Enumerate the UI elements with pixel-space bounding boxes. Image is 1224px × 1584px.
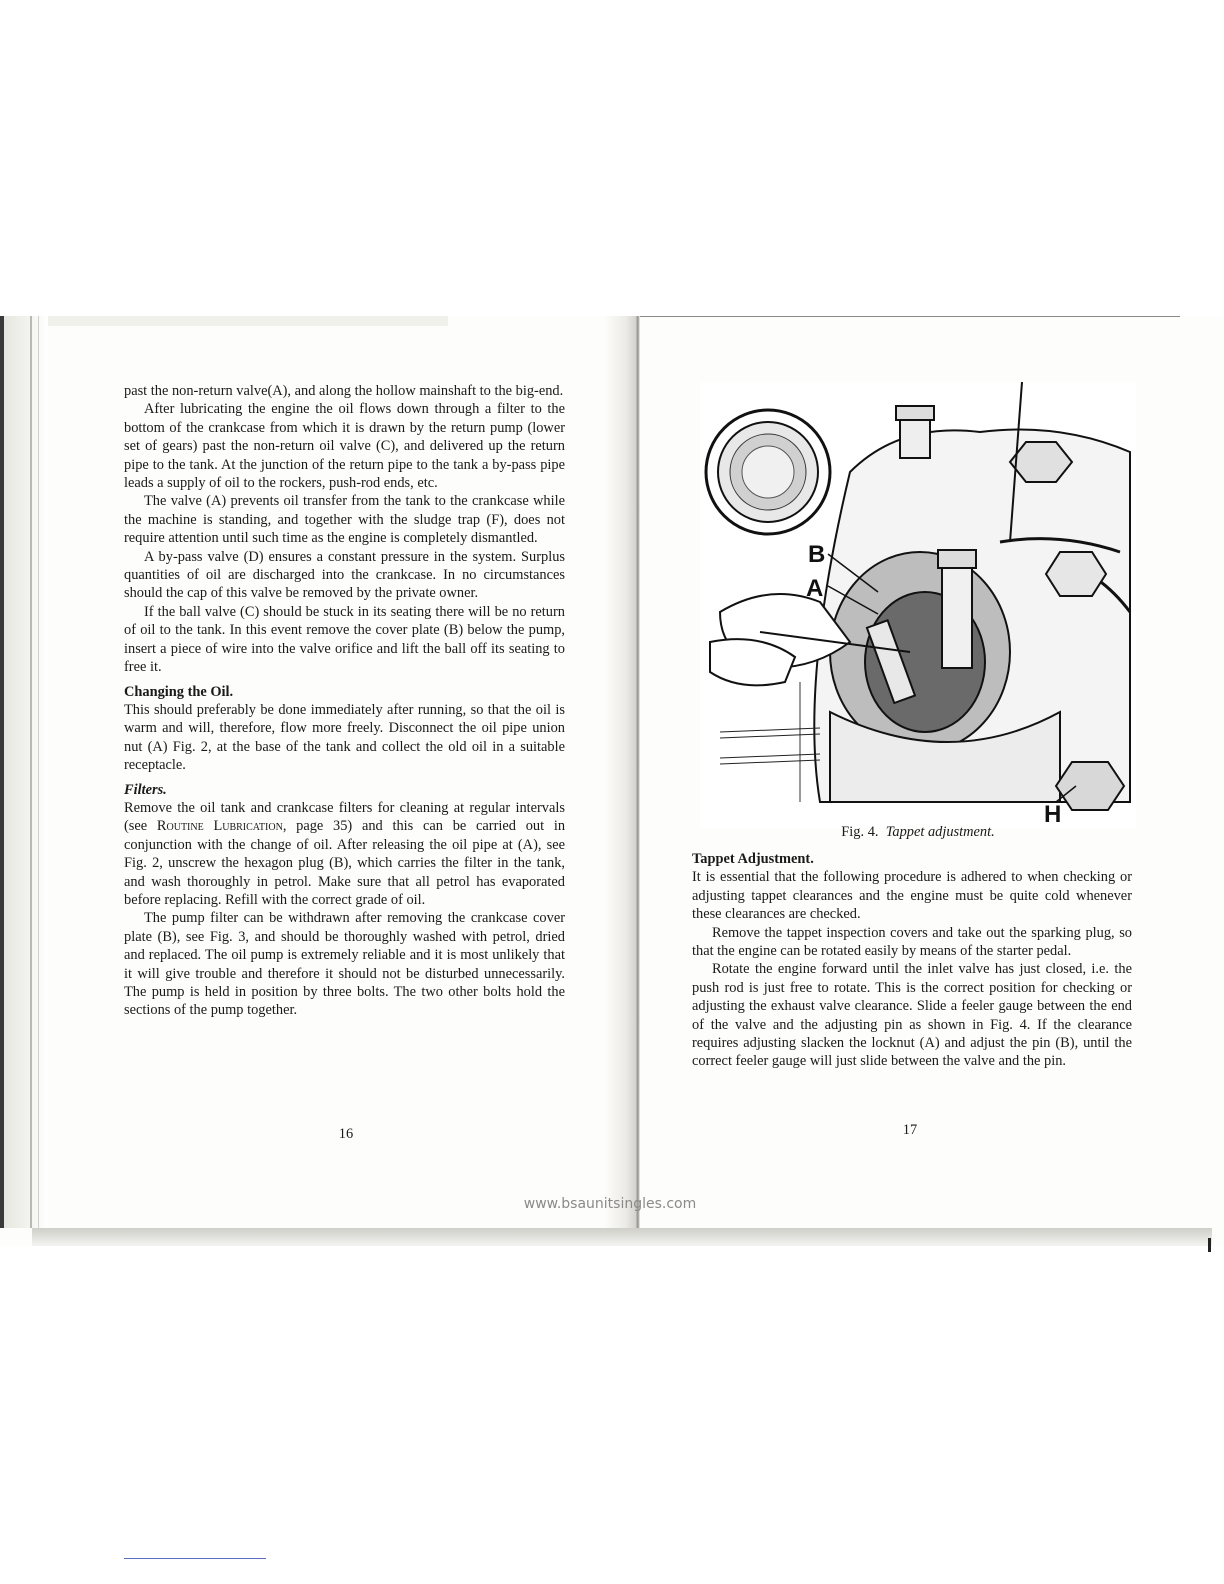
watermark: www.bsaunitsingles.com (523, 1196, 697, 1212)
heading-tappet-adjustment: Tappet Adjustment. (692, 851, 814, 867)
label-a: A (806, 575, 824, 602)
heading-filters: Filters. (124, 781, 167, 798)
label-b: B (808, 541, 826, 568)
paragraph-4: A by-pass valve (D) ensures a constant pressure in the system. Surplus quantities of oil are discharged into the crankcase. In no circumstances should the cap of this valve be removed by the private owner. (124, 548, 565, 602)
left-page-edge (0, 316, 48, 1228)
figure-caption (700, 824, 1136, 841)
bottom-page-edge (32, 1228, 1212, 1246)
paragraph-r1: It is essential that the following procedure is adhered to when checking or adjusting tappet clearances and the engine must be quite cold whenever these clearances are checked. (692, 869, 1132, 923)
right-page-text (692, 850, 1132, 1071)
book-gutter (604, 316, 640, 1228)
paragraph-7-start: Remove the oil tank and crankcase filters for cleaning at regular intervals (see (124, 799, 565, 835)
bottom-rule (124, 1558, 266, 1559)
paragraph-3: The valve (A) prevents oil transfer from the tank to the crankcase while the machine is standing, and together with the sludge trap (F), does not require attention until such time as the engine is completely dismantled. (124, 493, 565, 547)
paragraph-r3: Rotate the engine forward until the inlet valve has just closed, i.e. the push rod is just free to rotate. This is the correct position for checking or adjusting the exhaust valve clearance. Slide a feeler gauge between the end of the valve and the adjusting pin as shown in Fig. 4. If the clearance requires adjusting slacken the locknut (A) and adjust the pin (B), until the correct feeler gauge will just slide between the valve and the pin. (692, 961, 1132, 1070)
paragraph-5: If the ball valve (C) should be stuck in its seating there will be no return of oil to the tank. In this event remove the cover plate (B) below the pump, insert a piece of wire into the valve orifice and lift the ball off its seating to free it. (124, 603, 565, 676)
paragraph-2: After lubricating the engine the oil flows down through a filter to the bottom of the crankcase from which it is drawn by the return pump (lower set of gears) past the non-return oil valve (C), and delivered up the return pipe to the tank. At the junction of the return pipe to the tank a by-pass pipe leads a supply of oil to the rockers, push-rod ends, etc. (124, 401, 565, 492)
label-h: H (1044, 801, 1062, 828)
left-page-text (124, 382, 565, 1020)
paragraph-r2: Remove the tappet inspection covers and take out the sparking plug, so that the engine can be rotated easily by means of the starter pedal. (692, 924, 1132, 960)
figure-tappet-adjustment (700, 382, 1136, 828)
heading-changing-oil: Changing the Oil. (124, 683, 234, 700)
paragraph-8: The pump filter can be withdrawn after removing the crankcase cover plate (B), see Fig. 3, and should be thoroughly washed with petrol, dried and replaced. The oil pump is extremely reliable and it is most unlikely that it will give trouble and therefore it should not be disturbed unnecessarily. The pump is held in position by three bolts. The two other bolts hold the sections of the pump together. (124, 910, 565, 1019)
page-number-16: 16 (338, 1126, 354, 1142)
page-number-17: 17 (902, 1122, 918, 1138)
paragraph-7 (124, 799, 565, 909)
engine-illustration (700, 382, 1136, 828)
top-shadow (48, 316, 448, 326)
right-page-top-edge (640, 316, 1180, 317)
paragraph-6: This should preferably be done immediately after running, so that the oil is warm and will, therefore, flow more freely. Disconnect the oil pipe union nut (A) Fig. 2, at the base of the tank and collect the old oil in a suitable receptacle. (124, 701, 565, 774)
paragraph-1: past the non-return valve(A), and along the hollow mainshaft to the big-end. (124, 383, 564, 399)
paragraph-7-end: , page 35) and this can be carried out in conjunction with the change of oil. After releasing the oil pipe at (A), see Fig. 2, unscrew the hexagon plug (B), which carries the filter in the tank, and wash thoroughly in petrol. Make sure that all petrol has evaporated before replacing. Refill with the correct grade of oil. (124, 818, 566, 908)
caption-fig-number: Fig. 4. (841, 824, 879, 840)
caption-text: Tappet adjustment. (885, 824, 995, 840)
right-edge-mark (1208, 1238, 1211, 1252)
routine-lubrication-ref: Routine Lubrication (156, 818, 283, 835)
